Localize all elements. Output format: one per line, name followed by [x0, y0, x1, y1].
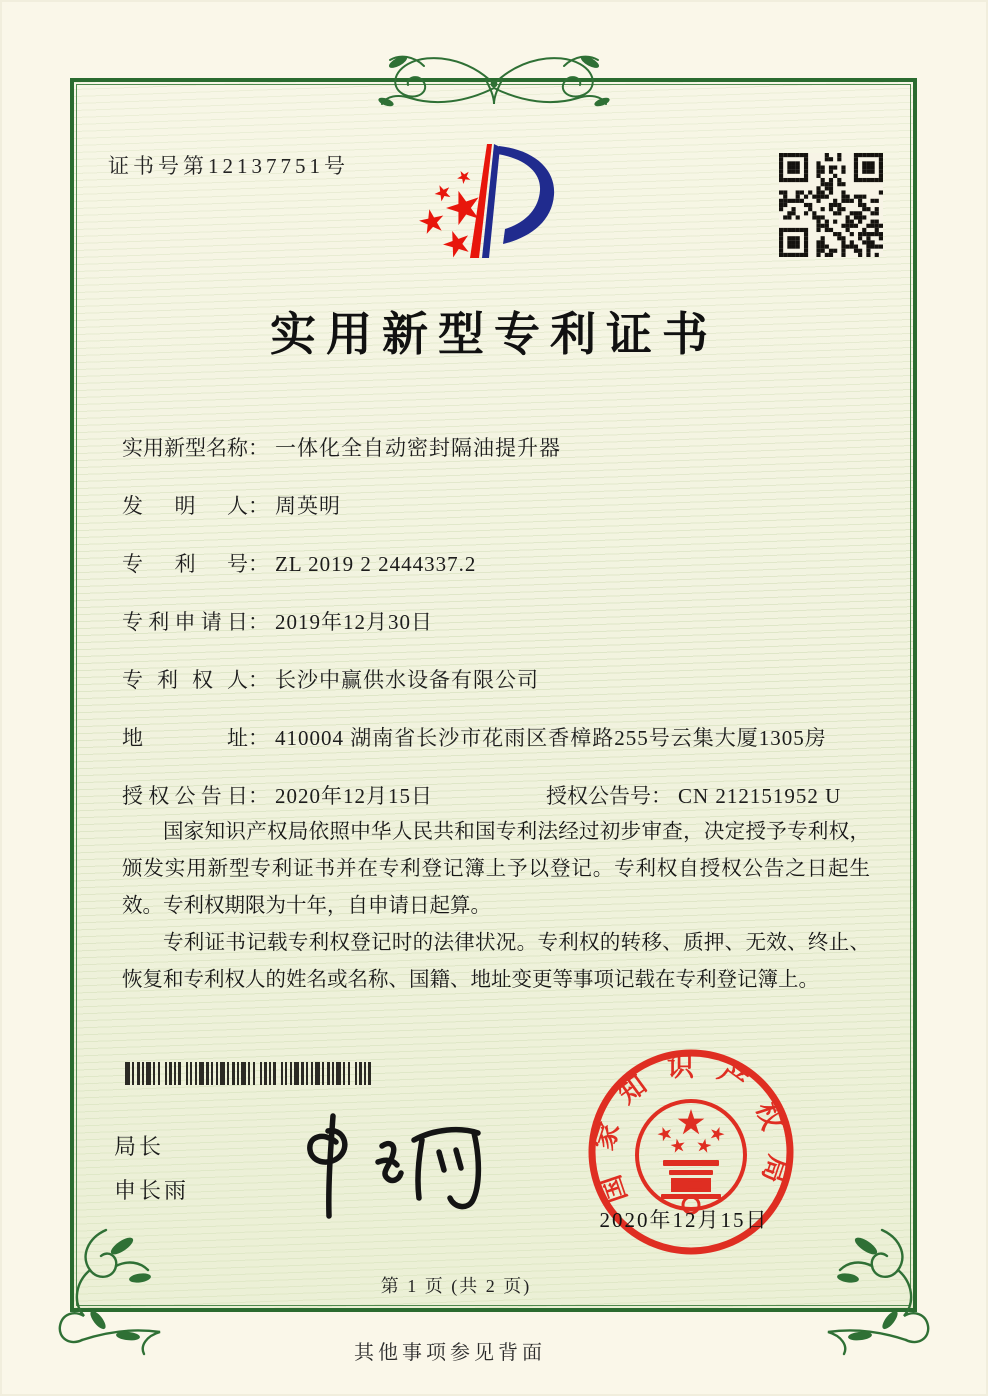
- director-signature-icon: [262, 1110, 502, 1222]
- field-grant-date: [122, 780, 882, 810]
- field-colon: ：: [248, 494, 269, 518]
- field-value: 410004 湖南省长沙市花雨区香樟路255号云集大厦1305房: [275, 726, 827, 750]
- field-value: 2019年12月30日: [275, 610, 433, 634]
- certificate-number: 证书号第12137751号: [108, 154, 349, 178]
- field-colon: ：: [248, 436, 269, 460]
- qr-code-icon: [779, 153, 883, 257]
- barcode-icon: [125, 1062, 373, 1085]
- field-label: 授权公告号: [546, 784, 651, 808]
- see-back-note: 其他事项参见背面: [354, 1342, 546, 1364]
- field-colon: ：: [248, 552, 269, 576]
- field-label: 专利申请日: [122, 610, 248, 634]
- field-patent-number: [122, 548, 476, 578]
- grant-seal-date: 2020年12月15日: [599, 1208, 769, 1232]
- commissioner-title-label: 局长: [114, 1134, 165, 1159]
- field-value: 2020年12月15日: [275, 784, 433, 808]
- field-value: ZL 2019 2 2444337.2: [275, 552, 477, 576]
- field-colon: ：: [248, 726, 269, 750]
- field-value: 长沙中赢供水设备有限公司: [275, 668, 539, 692]
- field-label: 实用新型名称: [122, 436, 248, 460]
- page-number-info: 第 1 页 (共 2 页): [380, 1276, 532, 1296]
- field-value: 一体化全自动密封隔油提升器: [275, 436, 561, 460]
- certificate-title: 实用新型专利证书: [270, 309, 718, 360]
- legal-paragraph-1: 国家知识产权局依照中华人民共和国专利法经过初步审查，决定授予专利权，颁发实用新型专利证书并在专利登记簿上予以登记。专利权自授权公告之日起生效。专利权期限为十年，自申请日起算。: [122, 821, 870, 917]
- field-colon: ：: [248, 784, 269, 808]
- field-patentee: [122, 664, 539, 694]
- field-label: 专利号: [122, 552, 248, 576]
- field-filing-date: [122, 606, 433, 636]
- field-utility-model-name: [122, 432, 561, 462]
- cnipa-patent-logo-icon: [402, 132, 592, 284]
- field-colon: ：: [248, 668, 269, 692]
- field-inventor: [122, 490, 341, 520]
- field-grant-number: [546, 780, 841, 810]
- legal-text-block: [122, 814, 870, 999]
- field-colon: ：: [248, 610, 269, 634]
- field-label: 发明人: [122, 494, 248, 518]
- field-value: CN 212151952 U: [678, 784, 842, 808]
- legal-paragraph-2: 专利证书记载专利权登记时的法律状况。专利权的转移、质押、无效、终止、恢复和专利权人的姓名或名称、国籍、地址变更等事项记载在专利登记簿上。: [122, 932, 870, 991]
- field-label: 专利权人: [122, 668, 248, 692]
- seal-org-text: 国家知识产权局: [588, 1051, 794, 1207]
- commissioner-name: 申长雨: [114, 1178, 190, 1203]
- field-label: 地址: [122, 726, 248, 750]
- field-value: 周英明: [275, 494, 341, 518]
- field-colon: ：: [651, 784, 672, 808]
- field-label: 授权公告日: [122, 784, 248, 808]
- field-address: [122, 722, 827, 752]
